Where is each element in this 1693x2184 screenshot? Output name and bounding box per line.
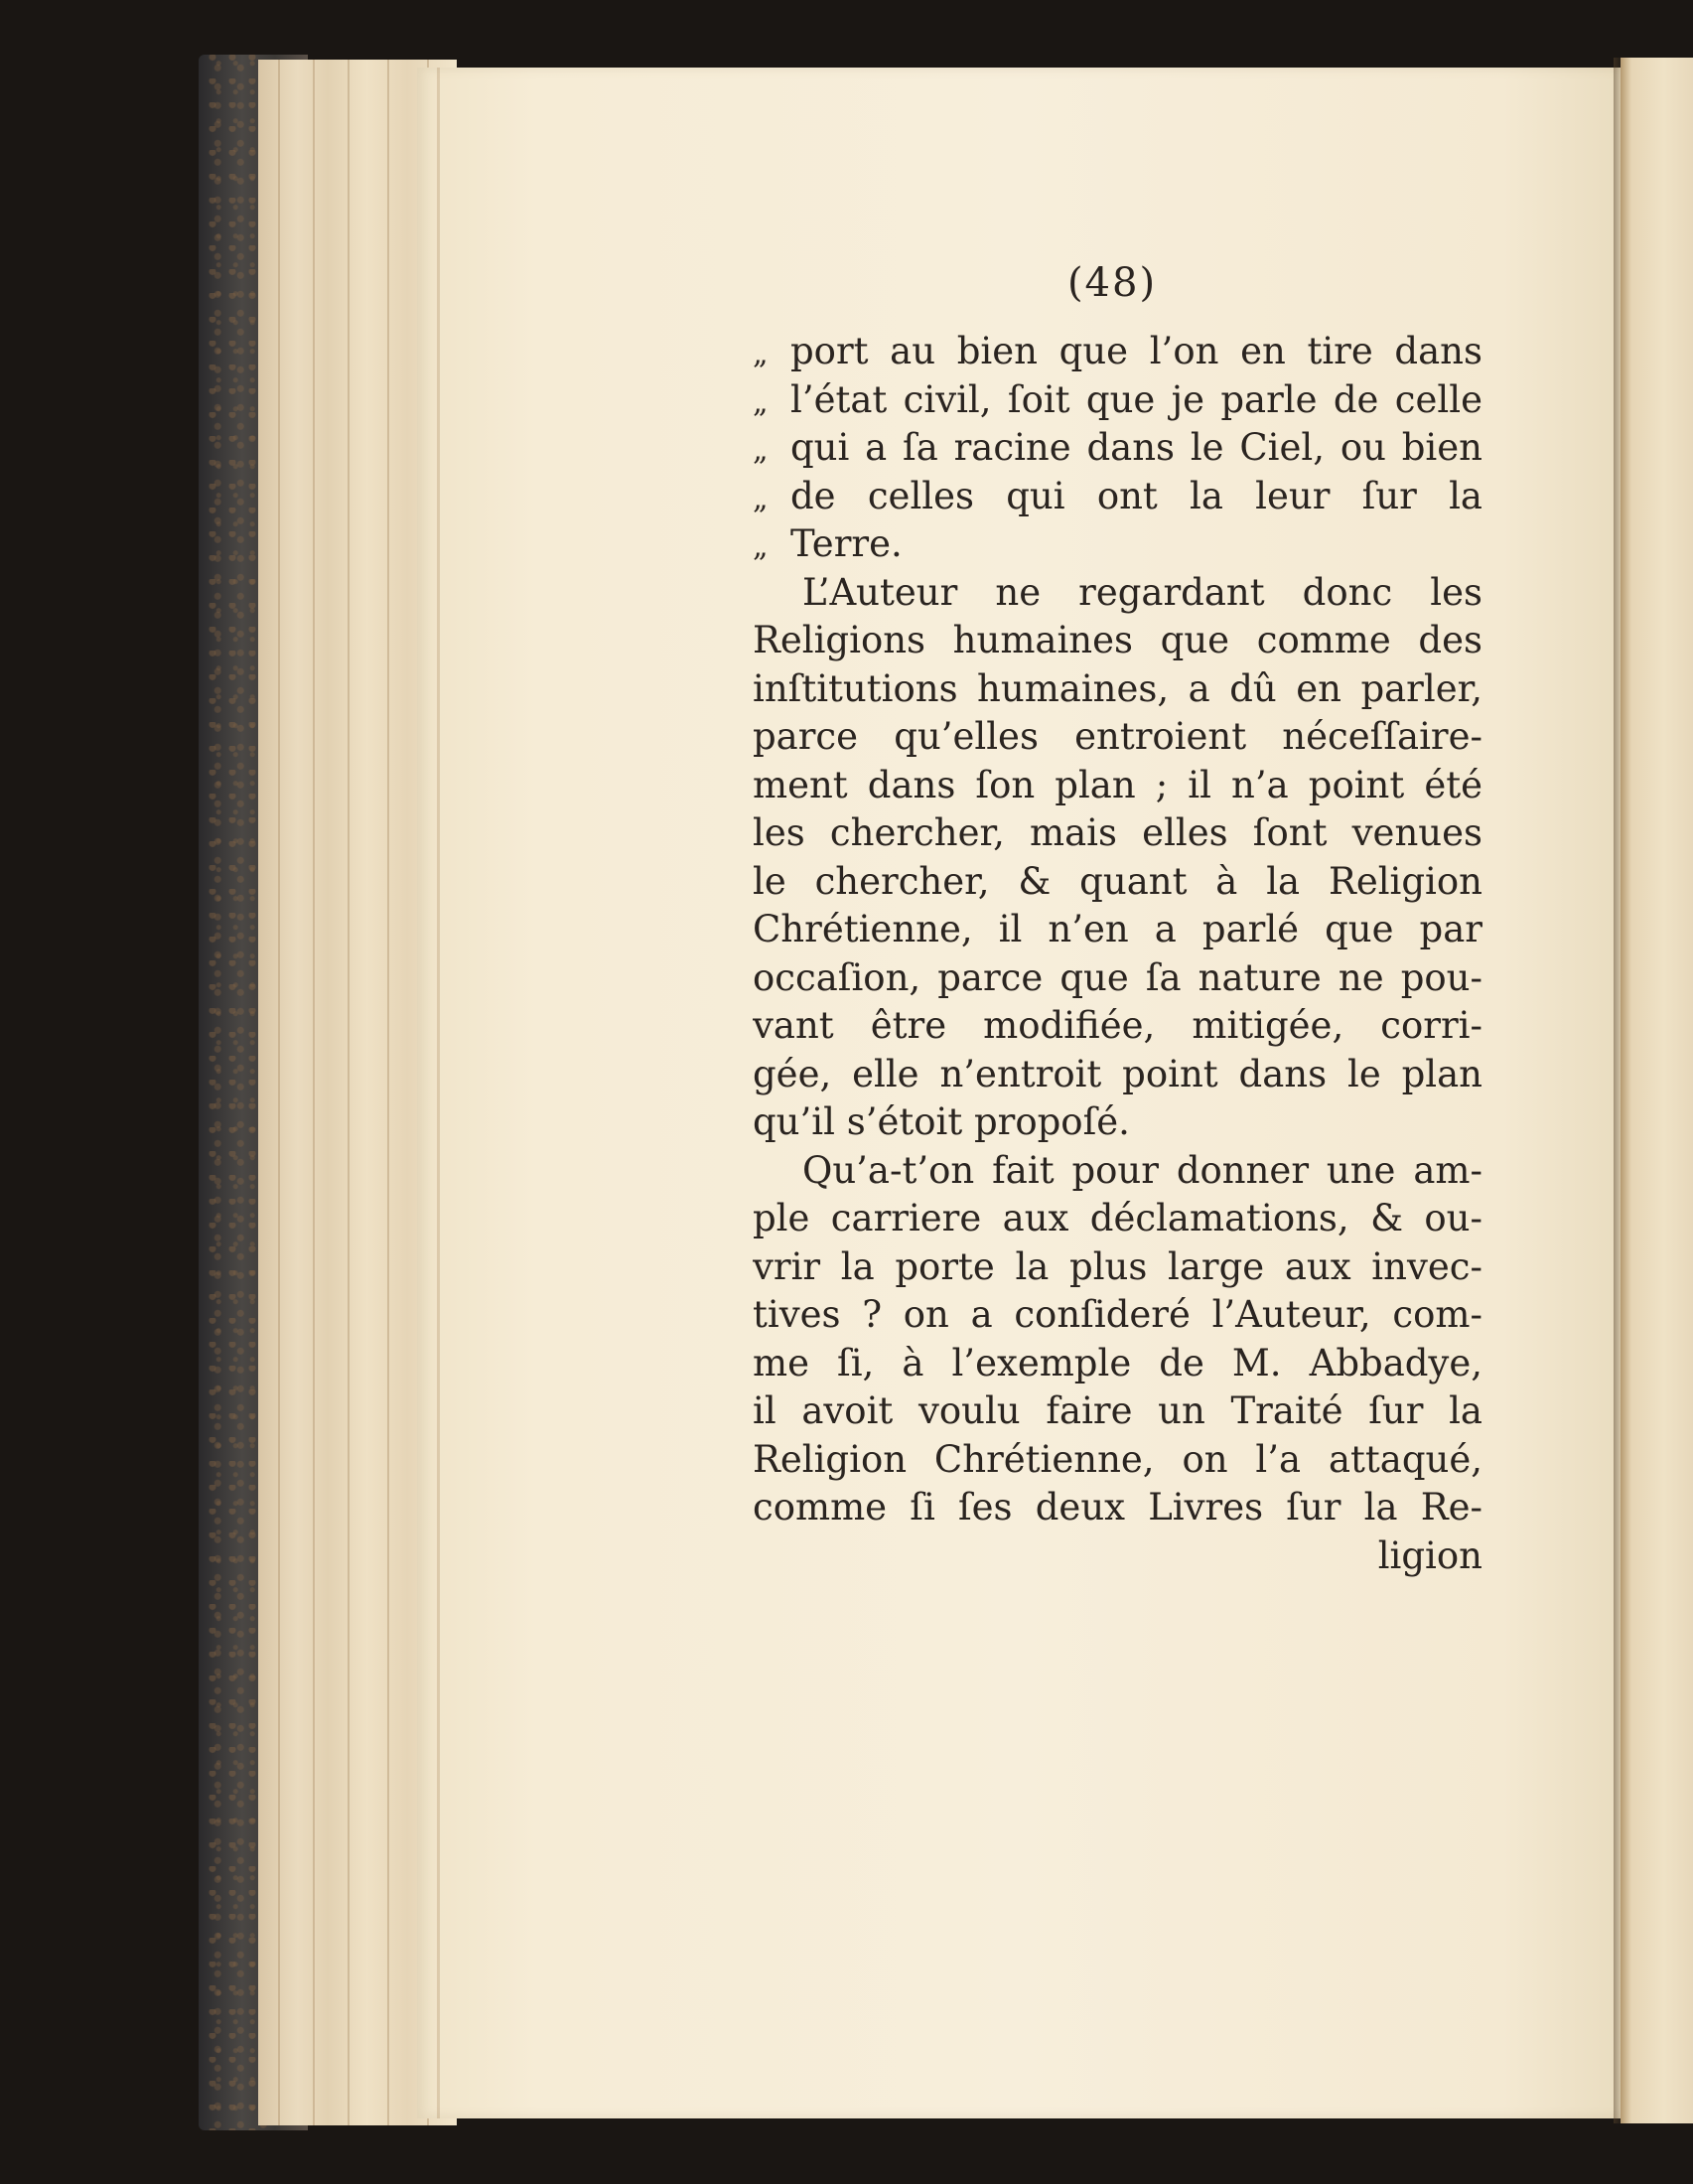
- line-text: il avoit voulu faire un Traité ſur la: [753, 1389, 1482, 1432]
- quoted-line: [753, 424, 1482, 473]
- quote-mark: „: [753, 337, 769, 371]
- text-block: [753, 328, 1482, 1580]
- paragraph-line: [753, 713, 1482, 762]
- quote-mark: „: [753, 433, 769, 468]
- facing-page: [1621, 58, 1693, 2123]
- paragraph-line: [753, 1147, 1482, 1196]
- line-text: Terre.: [790, 522, 903, 565]
- line-text: Religions humaines que comme des: [753, 619, 1482, 661]
- line-text: tives ? on a conſideré l’Auteur, com-: [753, 1293, 1482, 1336]
- paragraph-line: [753, 1291, 1482, 1340]
- paragraph-line: [753, 1484, 1482, 1532]
- catchword: ligion: [1377, 1533, 1482, 1577]
- paragraph-line: [753, 906, 1482, 954]
- paragraph-line: [753, 1340, 1482, 1388]
- paragraph-line: [753, 1002, 1482, 1051]
- line-text: vant être modifiée, mitigée, corri-: [753, 1004, 1482, 1047]
- line-text: inſtitutions humaines, a dû en parler,: [753, 666, 1482, 710]
- line-text: gée, elle n’entroit point dans le plan: [753, 1052, 1482, 1095]
- line-text: port au bien que l’on en tire dans: [790, 330, 1482, 372]
- line-text: de celles qui ont la leur ſur la: [790, 474, 1482, 517]
- line-text: le chercher, & quant à la Religion: [753, 859, 1482, 903]
- line-text: vrir la porte la plus large aux invec-: [753, 1244, 1482, 1288]
- quoted-line: [753, 520, 1482, 569]
- line-text: ple carriere aux déclamations, & ou-: [753, 1197, 1482, 1239]
- line-text: L’Auteur ne regardant donc les: [802, 570, 1482, 614]
- quote-mark: „: [753, 481, 769, 516]
- line-text: les chercher, mais elles ſont venues: [753, 811, 1482, 854]
- line-text: Qu’a-t’on fait pour donner une am-: [802, 1148, 1482, 1192]
- paragraph-line: [753, 1436, 1482, 1485]
- line-text: parce qu’elles entroient néceſſaire-: [753, 715, 1482, 758]
- quoted-line: [753, 376, 1482, 425]
- quoted-line: [753, 328, 1482, 376]
- paragraph-line: [753, 1195, 1482, 1243]
- line-text: ment dans ſon plan ; il n’a point été: [753, 763, 1482, 806]
- paragraph-line: [753, 809, 1482, 858]
- line-text: occaſion, parce que ſa nature ne pou-: [753, 955, 1482, 999]
- page-fold: [437, 68, 440, 2118]
- paragraph-line: [753, 617, 1482, 665]
- line-text: Chrétienne, il n’en a parlé que par: [753, 908, 1482, 950]
- catchword-line: [753, 1532, 1482, 1581]
- paragraph-line: [753, 665, 1482, 714]
- paragraph-line: [753, 762, 1482, 810]
- quote-mark: „: [753, 384, 769, 420]
- line-text: me ſi, à l’exemple de M. Abbadye,: [753, 1341, 1482, 1384]
- page-number: (48): [1066, 260, 1158, 306]
- paragraph-line: [753, 569, 1482, 618]
- quote-mark: „: [753, 529, 769, 564]
- line-text: qui a ſa racine dans le Ciel, ou bien: [790, 426, 1482, 469]
- paragraph-line: [753, 1387, 1482, 1436]
- paragraph-line: [753, 858, 1482, 907]
- line-text: qu’il s’étoit propoſé.: [753, 1100, 1130, 1143]
- paragraph-line: [753, 1243, 1482, 1292]
- line-text: comme ſi ſes deux Livres ſur la Re-: [753, 1486, 1482, 1529]
- line-text: l’état civil, ſoit que je parle de celle: [790, 377, 1482, 421]
- paragraph-line: [753, 1051, 1482, 1099]
- quoted-line: [753, 473, 1482, 521]
- line-text: Religion Chrétienne, on l’a attaqué,: [753, 1437, 1482, 1481]
- paragraph-line: [753, 954, 1482, 1003]
- paragraph-line: [753, 1098, 1482, 1147]
